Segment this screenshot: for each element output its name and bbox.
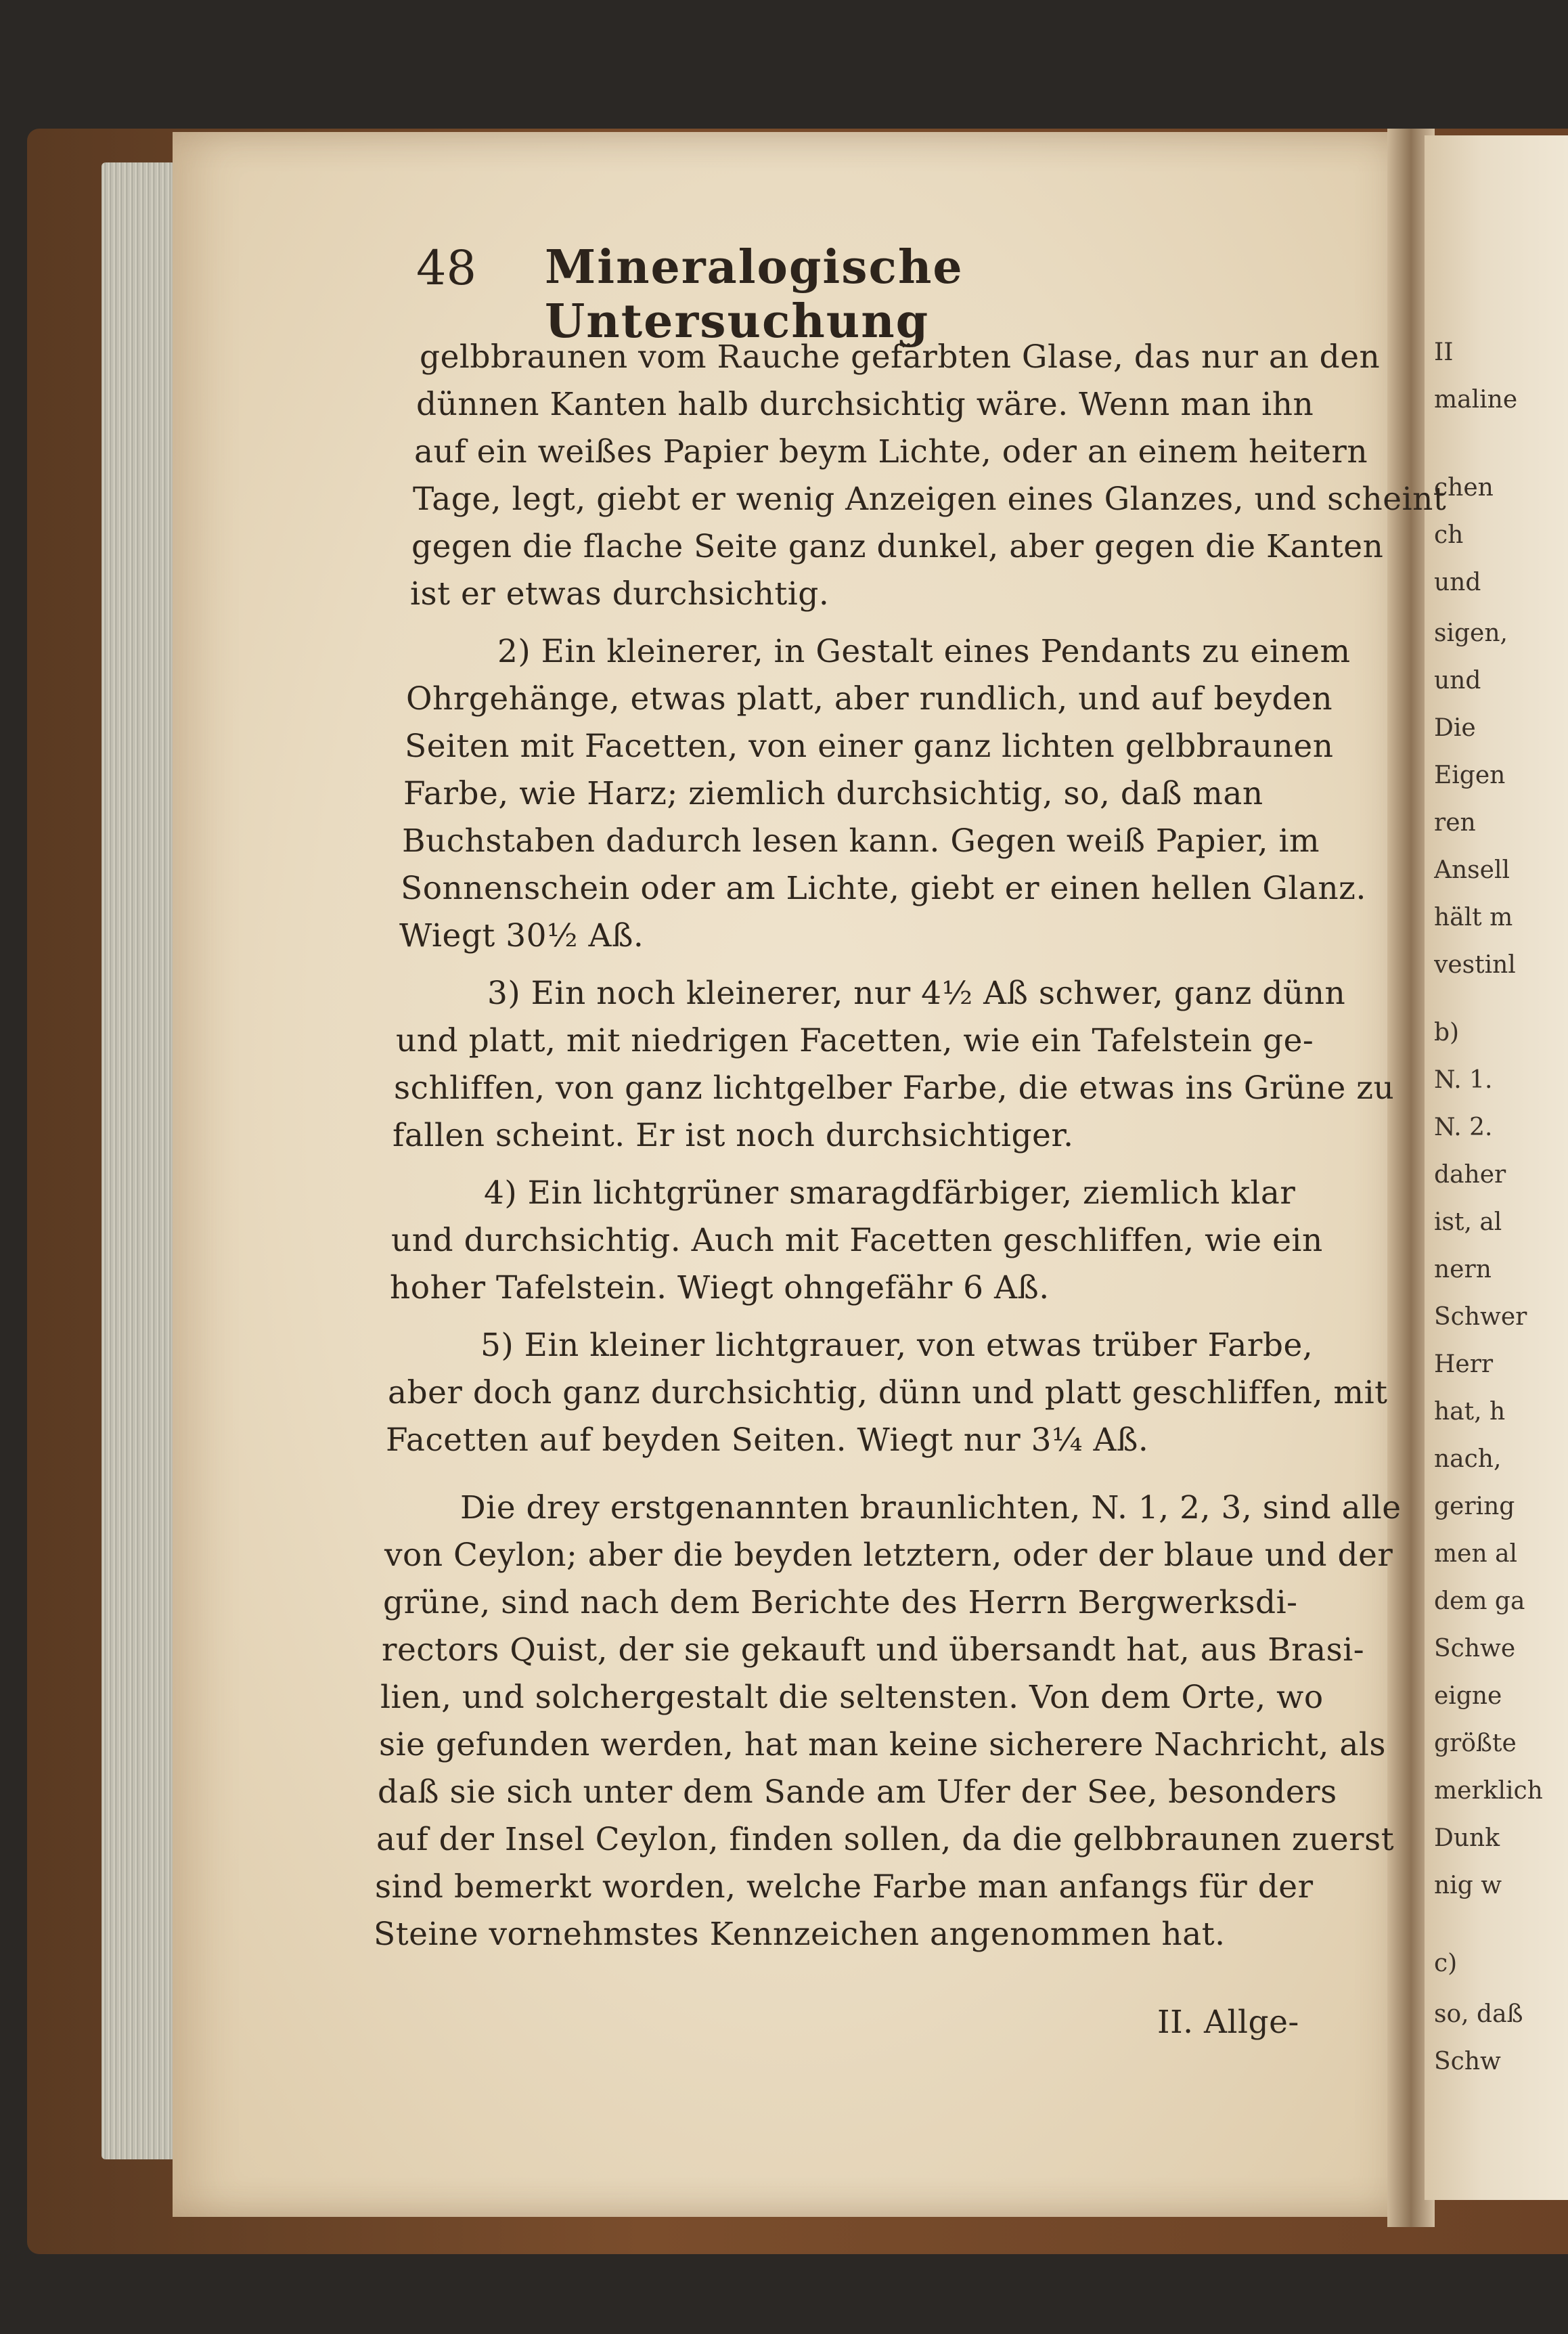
right-page-fragment xyxy=(1425,135,1568,2200)
next-page-line: Dunk xyxy=(1434,1824,1500,1852)
next-page-line: gering xyxy=(1434,1493,1515,1520)
next-page-line: so, daß xyxy=(1434,2000,1523,2028)
next-page-line: hat, h xyxy=(1434,1398,1506,1426)
text-line: aber doch ganz durchsichtig, dünn und platt geschliffen, mit xyxy=(388,1374,1388,1411)
next-page-line: nig w xyxy=(1434,1872,1502,1899)
page-stack-edge xyxy=(102,162,176,2159)
next-page-line: c) xyxy=(1434,1950,1458,1977)
text-line: Wiegt 30½ Aß. xyxy=(399,917,644,954)
next-page-line: eigne xyxy=(1434,1682,1502,1710)
next-page-line: Schwe xyxy=(1434,1635,1516,1663)
page-number: 48 xyxy=(416,240,477,296)
next-page-line: hält m xyxy=(1434,904,1513,931)
text-line: Farbe, wie Harz; ziemlich durchsichtig, so, daß man xyxy=(403,775,1263,812)
next-page-line: nern xyxy=(1434,1256,1492,1283)
next-page-line: Schwer xyxy=(1434,1303,1527,1331)
text-line: Facetten auf beyden Seiten. Wiegt nur 3¼ Aß. xyxy=(386,1422,1149,1459)
text-line: gegen die flache Seite ganz dunkel, aber gegen die Kanten xyxy=(411,528,1384,565)
next-page-line: maline xyxy=(1434,386,1518,414)
next-page-line: Eigen xyxy=(1434,762,1506,789)
next-page-line: Herr xyxy=(1434,1350,1494,1378)
next-page-line: Ansell xyxy=(1434,856,1510,884)
text-line: daß sie sich unter dem Sande am Ufer der See, besonders xyxy=(378,1774,1337,1811)
text-line: von Ceylon; aber die beyden letztern, oder der blaue und der xyxy=(384,1537,1393,1574)
next-page-line: chen xyxy=(1434,474,1494,502)
text-line: sind bemerkt worden, welche Farbe man anfangs für der xyxy=(375,1868,1314,1906)
text-line: Die drey erstgenannten braunlichten, N. 1, 2, 3, sind alle xyxy=(460,1489,1402,1526)
next-page-line: ch xyxy=(1434,521,1464,549)
next-page-line: sigen, xyxy=(1434,619,1508,647)
text-line: Buchstaben dadurch lesen kann. Gegen weiß Papier, im xyxy=(402,822,1320,860)
next-page-line: und xyxy=(1434,569,1481,596)
next-page-line: merklich xyxy=(1434,1777,1543,1805)
next-page-line: b) xyxy=(1434,1019,1460,1047)
next-page-line: ist, al xyxy=(1434,1208,1502,1236)
next-page-line: N. 1. xyxy=(1434,1066,1493,1094)
text-line: sie gefunden werden, hat man keine sicherere Nachricht, als xyxy=(379,1726,1387,1763)
text-line: Seiten mit Facetten, von einer ganz lichten gelbbraunen xyxy=(405,728,1334,765)
next-page-line: men al xyxy=(1434,1540,1518,1568)
next-page-line: nach, xyxy=(1434,1445,1502,1473)
text-line: 2) Ein kleinerer, in Gestalt eines Pendants zu einem xyxy=(497,633,1351,670)
text-line: lien, und solchergestalt die seltensten. Von dem Orte, wo xyxy=(380,1679,1324,1716)
text-line: Steine vornehmstes Kennzeichen angenommen hat. xyxy=(374,1916,1226,1953)
running-title: Mineralogische Untersuchung xyxy=(545,240,964,349)
text-line: auf ein weißes Papier beym Lichte, oder an einem heitern xyxy=(414,433,1368,470)
text-line: Sonnenschein oder am Lichte, giebt er einen hellen Glanz. xyxy=(401,870,1366,907)
next-page-line: größte xyxy=(1434,1730,1517,1757)
text-line: 3) Ein noch kleinerer, nur 4½ Aß schwer, ganz dünn xyxy=(487,975,1346,1012)
next-page-line: und xyxy=(1434,667,1481,695)
next-page-line: ren xyxy=(1434,809,1476,837)
text-line: auf der Insel Ceylon, finden sollen, da die gelbbraunen zuerst xyxy=(376,1821,1395,1858)
text-line: ist er etwas durchsichtig. xyxy=(410,575,830,613)
next-page-line: Die xyxy=(1434,714,1476,742)
text-line: fallen scheint. Er ist noch durchsichtiger. xyxy=(393,1117,1074,1154)
text-line: 5) Ein kleiner lichtgrauer, von etwas trüber Farbe, xyxy=(480,1327,1314,1364)
next-page-line: II xyxy=(1434,338,1454,366)
next-page-line: Schw xyxy=(1434,2048,1501,2075)
next-page-line: daher xyxy=(1434,1161,1506,1189)
text-line: Tage, legt, giebt er wenig Anzeigen eines Glanzes, und scheint xyxy=(413,481,1447,518)
text-line: und platt, mit niedrigen Facetten, wie ein Tafelstein ge- xyxy=(396,1022,1314,1059)
text-line: dünnen Kanten halb durchsichtig wäre. Wenn man ihn xyxy=(416,386,1314,423)
text-line: und durchsichtig. Auch mit Facetten geschliffen, wie ein xyxy=(391,1222,1323,1259)
text-line: Ohrgehänge, etwas platt, aber rundlich, und auf beyden xyxy=(406,680,1333,718)
text-line: rectors Quist, der sie gekauft und übersandt hat, aus Brasi- xyxy=(382,1631,1365,1669)
text-line: schliffen, von ganz lichtgelber Farbe, die etwas ins Grüne zu xyxy=(394,1070,1395,1107)
catchword: II. Allge- xyxy=(1157,2004,1299,2041)
text-line: 4) Ein lichtgrüner smaragdfärbiger, ziemlich klar xyxy=(484,1174,1296,1212)
text-line: grüne, sind nach dem Berichte des Herrn Bergwerksdi- xyxy=(383,1584,1298,1621)
page-header xyxy=(416,240,1282,349)
text-line: gelbbraunen vom Rauche gefärbten Glase, das nur an den xyxy=(420,338,1381,376)
next-page-line: N. 2. xyxy=(1434,1114,1493,1141)
next-page-line: vestinl xyxy=(1434,951,1516,979)
next-page-line: dem ga xyxy=(1434,1587,1525,1615)
text-line: hoher Tafelstein. Wiegt ohngefähr 6 Aß. xyxy=(390,1269,1050,1306)
